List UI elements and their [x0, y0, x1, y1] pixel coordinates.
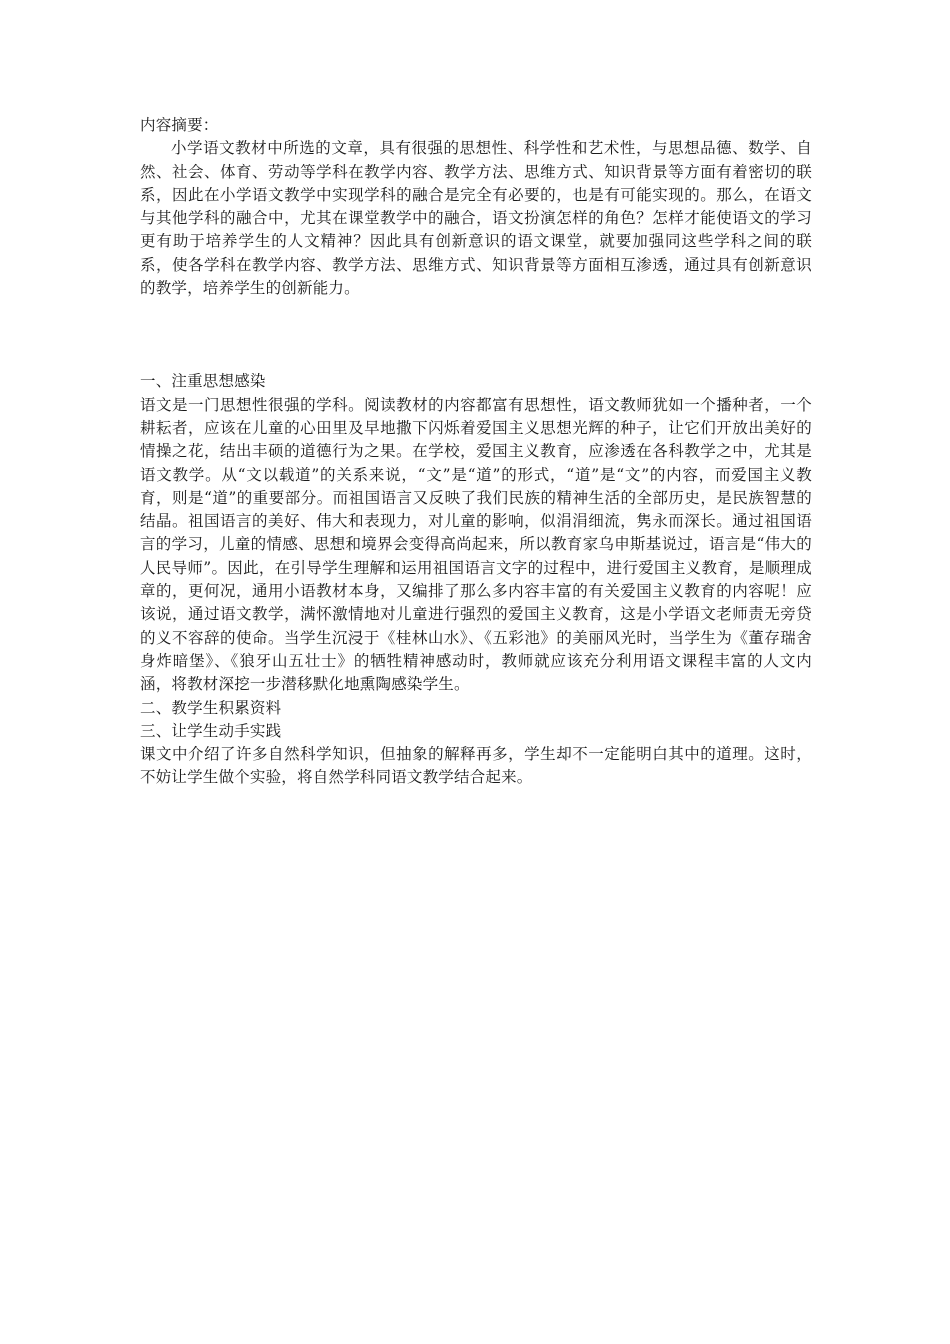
section-paragraph-1: 语文是一门思想性很强的学科。阅读教材的内容都富有思想性，语文教师犹如一个播种者，一个耕耘者，应该在儿童的心田里及早地撒下闪烁着爱国主义思想光辉的种子，让它们开放出美好的情操之花，结出丰硕的道德行为之果。在学校，爱国主义教育，应渗透在各科教学之中，尤其是语文教学。从“文以载道”的关系来说，“文”是“道”的形式，“道”是“文”的内容，而爱国主义教育，则是“道”的重要部分。而祖国语言又反映了我们民族的精神生活的全部历史，是民族智慧的结晶。祖国语言的美好、伟大和表现力，对儿童的影响，似涓涓细流，隽永而深长。通过祖国语言的学习，儿童的情感、思想和境界会变得高尚起来，所以教育家乌申斯基说过，语言是“伟大的人民导师”。因此，在引导学生理解和运用祖国语言文字的过程中，进行爱国主义教育，是顺理成章的，更何况，通用小语教材本身，又编排了那么多内容丰富的有关爱国主义教育的内容呢！应该说，通过语文教学，满怀激情地对儿童进行强烈的爱国主义教育，这是小学语文老师责无旁贷的义不容辞的使命。当学生沉浸于《桂林山水》、《五彩池》的美丽风光时，当学生为《董存瑞舍身炸暗堡》、《狼牙山五壮士》的牺牲精神感动时，教师就应该充分利用语文课程丰富的人文内涵，将教材深挖一步潜移默化地熏陶感染学生。	[140, 395, 812, 694]
section-heading-2: 二、教学生积累资料	[140, 698, 282, 717]
summary-heading: 内容摘要：	[140, 116, 219, 134]
section-spacer	[140, 300, 812, 370]
summary-paragraph: 小学语文教材中所选的文章，具有很强的思想性、科学性和艺术性，与思想品德、数学、自然、社会、体育、劳动等学科在教学内容、教学方法、思维方式、知识背景等方面有着密切的联系，因此在小学语文教学中实现学科的融合是完全有必要的，也是有可能实现的。那么，在语文与其他学科的融合中，尤其在课堂教学中的融合，语文扮演怎样的角色？怎样才能使语文的学习更有助于培养学生的人文精神？因此具有创新意识的语文课堂，就要加强同这些学科之间的联系，使各学科在教学内容、教学方法、思维方式、知识背景等方面相互渗透，通过具有创新意识的教学，培养学生的创新能力。	[140, 139, 812, 298]
document-body	[140, 114, 812, 790]
section-heading-1: 一、注重思想感染	[140, 372, 266, 391]
section-heading-3: 三、让学生动手实践	[140, 721, 282, 740]
section-paragraph-3: 课文中介绍了许多自然科学知识，但抽象的解释再多，学生却不一定能明白其中的道理。这时，不妨让学生做个实验，将自然学科同语文教学结合起来。	[140, 745, 812, 787]
